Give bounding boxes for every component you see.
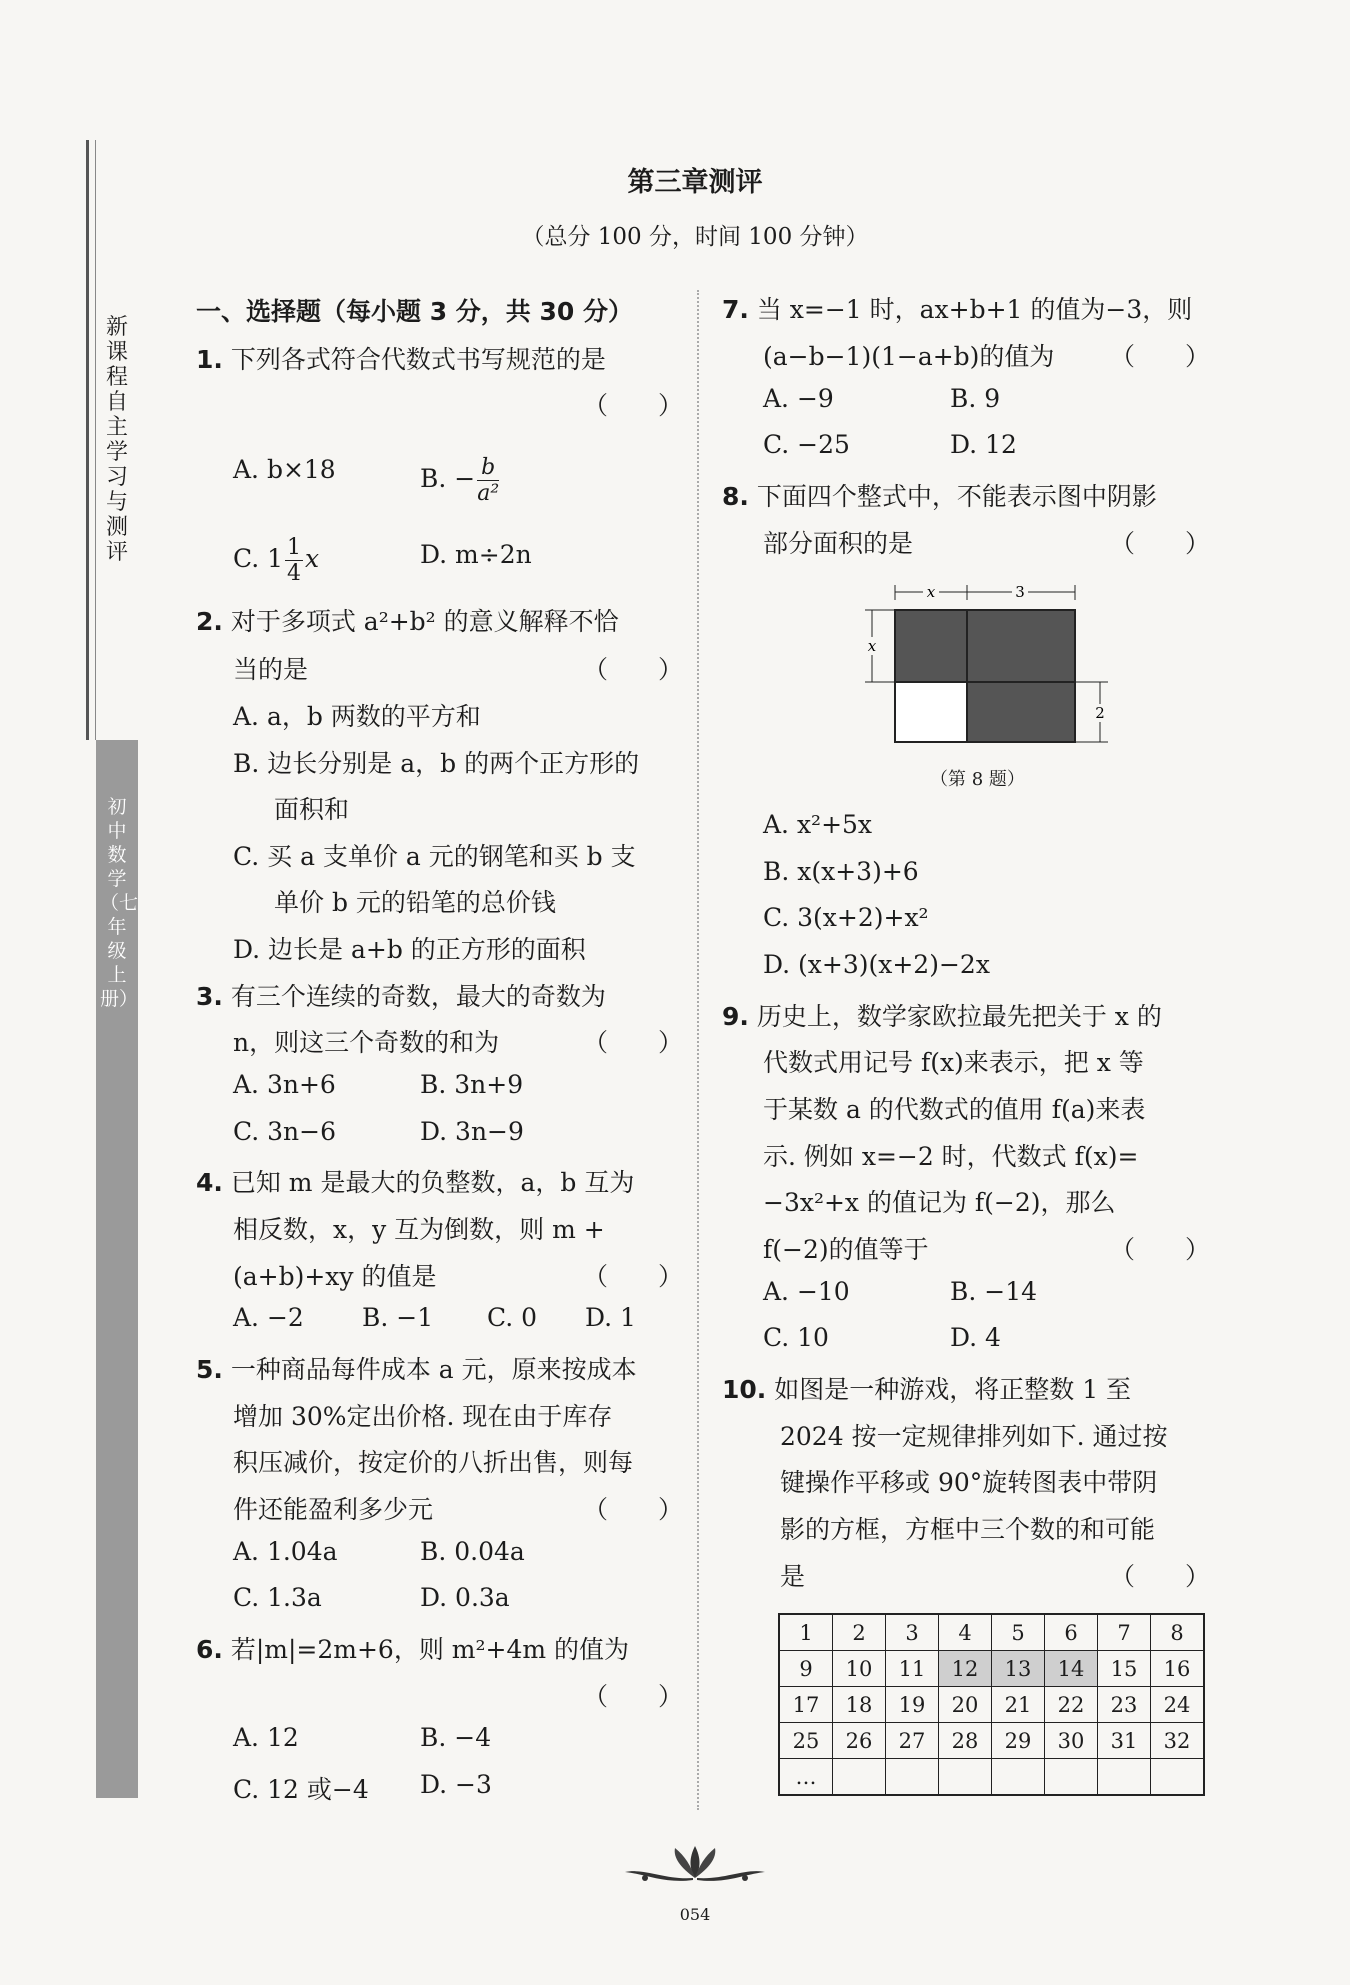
grid-cell: 17: [779, 1687, 833, 1723]
grid-cell: 24: [1151, 1687, 1205, 1723]
q8-option-a: A. x²+5x: [763, 810, 873, 839]
grid-cell: [1045, 1759, 1098, 1796]
answer-blank-1[interactable]: （ ）: [583, 391, 684, 420]
grid-cell: 5: [992, 1614, 1045, 1651]
grid-cell: 19: [886, 1687, 939, 1723]
q2-option-c: C. 买 a 支单价 a 元的钢笔和买 b 支: [233, 842, 636, 871]
q3-option-c: C. 3n−6: [233, 1117, 336, 1146]
grid-cell: 27: [886, 1723, 939, 1759]
q4-option-d: D. 1: [585, 1303, 636, 1332]
page-subtitle: （总分 100 分，时间 100 分钟）: [521, 224, 869, 250]
grid-cell: 29: [992, 1723, 1045, 1759]
q2-option-a: A. a，b 两数的平方和: [233, 702, 481, 731]
grid-cell: 23: [1098, 1687, 1151, 1723]
question-7-stem-line2: (a−b−1)(1−a+b)的值为: [763, 342, 1055, 371]
q8-option-d: D. (x+3)(x+2)−2x: [763, 950, 990, 979]
grid-cell: 32: [1151, 1723, 1205, 1759]
question-2-stem: 2. 对于多项式 a²+b² 的意义解释不恰: [196, 607, 619, 636]
label-3: 3: [1015, 583, 1025, 601]
question-2-stem-line2: 当的是: [233, 655, 309, 684]
label-2: 2: [1095, 704, 1105, 722]
grid-row: [779, 1723, 1204, 1759]
grid-cell: 30: [1045, 1723, 1098, 1759]
question-4-stem: 4. 已知 m 是最大的负整数，a，b 互为: [196, 1168, 635, 1197]
grid-cell: 26: [833, 1723, 886, 1759]
question-9-stem: 9. 历史上，数学家欧拉最先把关于 x 的: [722, 1002, 1162, 1031]
grid-row: [779, 1614, 1204, 1651]
q5-option-d: D. 0.3a: [420, 1583, 510, 1612]
label-x-left: x: [867, 637, 877, 655]
grid-cell: 7: [1098, 1614, 1151, 1651]
grid-cell: [939, 1759, 992, 1796]
question-10-stem-line2: 2024 按一定规律排列如下. 通过按: [780, 1422, 1168, 1451]
question-4-stem-line2: 相反数，x，y 互为倒数，则 m +: [233, 1215, 605, 1244]
grid-cell: 10: [833, 1651, 886, 1687]
grid-cell: 18: [833, 1687, 886, 1723]
question-10-stem-line4: 影的方框，方框中三个数的和可能: [780, 1515, 1156, 1544]
answer-blank-3[interactable]: （ ）: [583, 1028, 684, 1057]
grid-row: [779, 1759, 1204, 1796]
q5-option-c: C. 1.3a: [233, 1583, 322, 1612]
grid-cell-shaded: 12: [939, 1651, 992, 1687]
number-grid: [778, 1613, 1205, 1796]
answer-blank-5[interactable]: （ ）: [583, 1495, 684, 1524]
question-8-stem-line2: 部分面积的是: [763, 529, 914, 558]
q9-option-b: B. −14: [950, 1277, 1038, 1306]
grid-cell: 21: [992, 1687, 1045, 1723]
q3-option-d: D. 3n−9: [420, 1117, 524, 1146]
question-3-stem: 3. 有三个连续的奇数，最大的奇数为: [196, 982, 606, 1011]
grid-cell: 3: [886, 1614, 939, 1651]
book-name: 初中数学（七年级上册）: [100, 796, 139, 1010]
grid-cell: 6: [1045, 1614, 1098, 1651]
grid-cell: 2: [833, 1614, 886, 1651]
grid-cell: 22: [1045, 1687, 1098, 1723]
q3-option-a: A. 3n+6: [233, 1070, 336, 1099]
q4-option-c: C. 0: [487, 1303, 538, 1332]
answer-blank-8[interactable]: （ ）: [1110, 529, 1211, 558]
question-9-stem-line2: 代数式用记号 f(x)来表示，把 x 等: [763, 1048, 1144, 1077]
grid-cell: 16: [1151, 1651, 1205, 1687]
grid-cell: [992, 1759, 1045, 1796]
q6-option-d: D. −3: [420, 1770, 492, 1799]
answer-blank-10[interactable]: （ ）: [1110, 1562, 1211, 1591]
grid-cell: 9: [779, 1651, 833, 1687]
area-figure: [850, 580, 1120, 755]
q9-option-a: A. −10: [763, 1277, 850, 1306]
q5-option-b: B. 0.04a: [420, 1537, 525, 1566]
grid-cell: 15: [1098, 1651, 1151, 1687]
answer-blank-6[interactable]: （ ）: [583, 1682, 684, 1711]
question-10-stem-line3: 键操作平移或 90°旋转图表中带阴: [780, 1468, 1158, 1497]
q6-option-b: B. −4: [420, 1723, 492, 1752]
grid-cell: …: [779, 1759, 833, 1796]
question-9-stem-line5: −3x²+x 的值记为 f(−2)，那么: [763, 1188, 1116, 1217]
grid-cell: 8: [1151, 1614, 1205, 1651]
grid-cell: 20: [939, 1687, 992, 1723]
question-5-stem: 5. 一种商品每件成本 a 元，原来按成本: [196, 1355, 637, 1384]
grid-cell: 1: [779, 1614, 833, 1651]
grid-cell-shaded: 13: [992, 1651, 1045, 1687]
grid-cell: [886, 1759, 939, 1796]
page-number: 054: [679, 1905, 711, 1924]
question-5-stem-line2: 增加 30%定出价格. 现在由于库存: [233, 1402, 613, 1431]
grid-cell: 28: [939, 1723, 992, 1759]
q4-option-b: B. −1: [362, 1303, 434, 1332]
question-5-stem-line3: 积压减价，按定价的八折出售，则每: [233, 1448, 634, 1477]
answer-blank-7[interactable]: （ ）: [1110, 342, 1211, 371]
grid-cell: 31: [1098, 1723, 1151, 1759]
q2-option-b-line2: 面积和: [274, 795, 350, 824]
grid-cell: 25: [779, 1723, 833, 1759]
question-1-stem: 1. 下列各式符合代数式书写规范的是: [196, 345, 606, 374]
q3-option-b: B. 3n+9: [420, 1070, 524, 1099]
q1-option-c: C. 1 $\frac{1}{4}$ x: [233, 535, 320, 586]
question-9-stem-line6: f(−2)的值等于: [763, 1235, 929, 1264]
q8-option-c: C. 3(x+2)+x²: [763, 903, 929, 932]
q7-option-b: B. 9: [950, 384, 1001, 413]
q2-option-b: B. 边长分别是 a，b 的两个正方形的: [233, 749, 640, 778]
page-title: 第三章测评: [627, 167, 763, 198]
decorative-ornament-icon: [615, 1838, 775, 1888]
question-8-stem: 8. 下面四个整式中，不能表示图中阴影: [722, 482, 1157, 511]
column-divider: [697, 290, 699, 1810]
q1-option-d: D. m÷2n: [420, 540, 532, 569]
answer-blank-9[interactable]: （ ）: [1110, 1235, 1211, 1264]
grid-cell: 11: [886, 1651, 939, 1687]
rect-bottom-right: [967, 682, 1075, 742]
q2-option-d: D. 边长是 a+b 的正方形的面积: [233, 935, 586, 964]
grid-row: [779, 1651, 1204, 1687]
rect-bottom-left: [895, 682, 967, 742]
q7-option-d: D. 12: [950, 430, 1017, 459]
question-10-stem-line5: 是: [780, 1562, 806, 1591]
square-x: [895, 610, 967, 682]
q7-option-c: C. −25: [763, 430, 850, 459]
question-3-stem-line2: n，则这三个奇数的和为: [233, 1028, 500, 1057]
question-6-stem: 6. 若|m|=2m+6，则 m²+4m 的值为: [196, 1635, 630, 1664]
question-9-stem-line4: 示. 例如 x=−2 时，代数式 f(x)=: [763, 1142, 1139, 1171]
grid-cell: [1151, 1759, 1205, 1796]
label-x-top: x: [926, 583, 936, 601]
question-7-stem: 7. 当 x=−1 时，ax+b+1 的值为−3，则: [722, 295, 1193, 324]
grid-cell-shaded: 14: [1045, 1651, 1098, 1687]
q6-option-c: C. 12 或−4: [233, 1775, 369, 1804]
q8-option-b: B. x(x+3)+6: [763, 857, 919, 886]
figure-8-caption: （第 8 题）: [930, 769, 1025, 790]
grid-cell: [833, 1759, 886, 1796]
q1-option-a: A. b×18: [233, 455, 336, 484]
answer-blank-2[interactable]: （ ）: [583, 655, 684, 684]
question-5-stem-line4: 件还能盈利多少元: [233, 1495, 434, 1524]
grid-cell: [1098, 1759, 1151, 1796]
answer-blank-4[interactable]: （ ）: [583, 1262, 684, 1291]
q4-option-a: A. −2: [233, 1303, 304, 1332]
grid-row: [779, 1687, 1204, 1723]
q9-option-c: C. 10: [763, 1323, 829, 1352]
rect-top-right: [967, 610, 1075, 682]
q1-option-b: B. − $\frac{b}{\text{a²}}$: [420, 455, 500, 506]
grid-cell: 4: [939, 1614, 992, 1651]
q6-option-a: A. 12: [233, 1723, 299, 1752]
q2-option-c-line2: 单价 b 元的铅笔的总价钱: [274, 888, 556, 917]
series-name: 新课程自主学习与测评: [105, 315, 128, 565]
question-9-stem-line3: 于某数 a 的代数式的值用 f(a)来表: [763, 1095, 1146, 1124]
q5-option-a: A. 1.04a: [233, 1537, 338, 1566]
section-heading: 一、选择题（每小题 3 分，共 30 分）: [196, 297, 634, 326]
question-10-stem: 10. 如图是一种游戏，将正整数 1 至: [722, 1375, 1132, 1404]
q9-option-d: D. 4: [950, 1323, 1001, 1352]
q7-option-a: A. −9: [763, 384, 834, 413]
question-4-stem-line3: (a+b)+xy 的值是: [233, 1262, 437, 1291]
